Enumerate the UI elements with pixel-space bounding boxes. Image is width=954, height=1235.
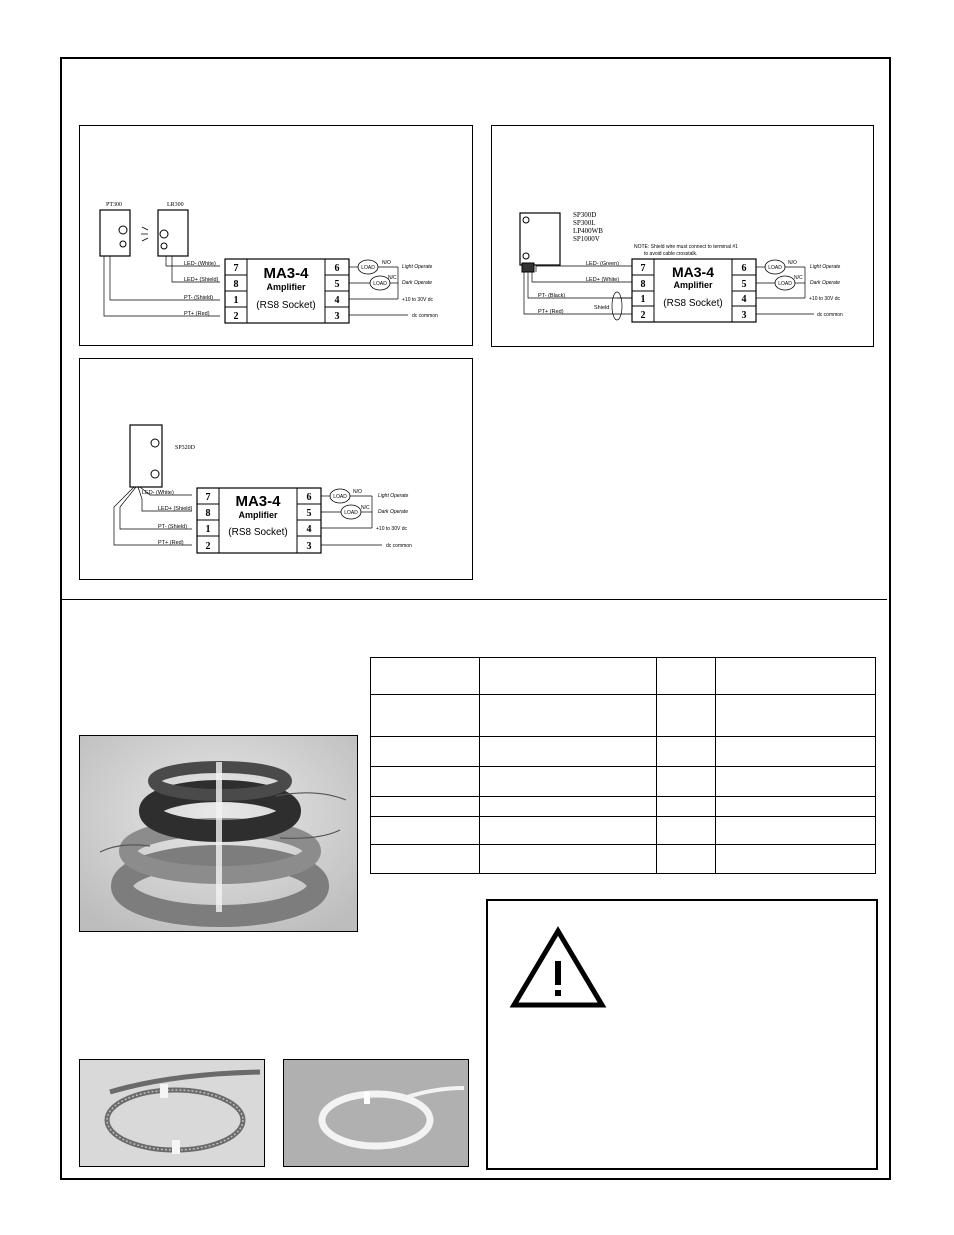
svg-text:(RS8 Socket): (RS8 Socket)	[228, 527, 288, 538]
wire-label: PT- (Shield)	[184, 295, 214, 301]
pin-number: 5	[334, 279, 340, 290]
svg-text:2: 2	[205, 541, 211, 552]
wire-label: LED- (White)	[184, 261, 216, 267]
svg-text:N/O: N/O	[353, 489, 362, 495]
svg-text:8: 8	[205, 508, 211, 519]
pin-number: 4	[334, 295, 340, 306]
svg-text:LOAD: LOAD	[333, 494, 347, 500]
svg-text:SP300L: SP300L	[573, 219, 596, 227]
svg-text:dc common: dc common	[386, 543, 412, 549]
svg-text:6: 6	[306, 492, 312, 503]
amplifier-model: MA3-4	[263, 265, 309, 282]
pin-number: 2	[233, 311, 239, 322]
pin-number: 3	[334, 311, 340, 322]
svg-text:LOAD: LOAD	[361, 265, 375, 271]
table-row	[371, 658, 876, 695]
pin-number: 8	[233, 279, 239, 290]
svg-text:SP300D: SP300D	[573, 211, 597, 219]
table-row	[371, 817, 876, 845]
wire-label: LED+ (Shield)	[184, 277, 219, 283]
pin-number: 7	[233, 263, 239, 274]
svg-text:5: 5	[306, 508, 312, 519]
svg-text:LED+ (Shield): LED+ (Shield)	[158, 506, 193, 512]
svg-text:PT- (Shield): PT- (Shield)	[158, 524, 188, 530]
svg-text:1: 1	[205, 524, 211, 535]
svg-text:Light Operate: Light Operate	[810, 264, 841, 270]
svg-text:PT+ (Red): PT+ (Red)	[538, 309, 564, 315]
svg-text:Dark Operate: Dark Operate	[810, 280, 841, 286]
svg-text:SP1000V: SP1000V	[573, 235, 600, 243]
svg-text:MA3-4: MA3-4	[671, 264, 715, 280]
wiring-diagram-pt300-lr300	[79, 125, 473, 346]
svg-text:Dark Operate: Dark Operate	[378, 509, 409, 515]
plastic-tubing-photo	[283, 1059, 469, 1167]
svg-text:LOAD: LOAD	[778, 281, 792, 287]
table-row	[371, 767, 876, 797]
svg-text:N/C: N/C	[794, 275, 803, 281]
svg-text:dc common: dc common	[817, 312, 843, 318]
cable-connector	[522, 263, 534, 272]
svg-text:LED+ (White): LED+ (White)	[586, 277, 620, 283]
table-row	[371, 845, 876, 874]
cable-spec-table	[370, 657, 876, 874]
svg-text:N/C: N/C	[388, 275, 397, 281]
pin-number: 6	[334, 263, 340, 274]
armored-cable-photo	[79, 1059, 265, 1167]
svg-text:Light Operate: Light Operate	[402, 264, 433, 270]
svg-text:5: 5	[741, 279, 747, 290]
sensor-label-lr300: LR300	[167, 202, 184, 208]
table-row	[371, 797, 876, 817]
svg-text:LED- (Green): LED- (Green)	[586, 261, 620, 267]
warning-box	[486, 899, 878, 1170]
svg-text:to avoid cable crosstalk.: to avoid cable crosstalk.	[644, 251, 698, 257]
svg-text:Amplifier: Amplifier	[238, 510, 278, 520]
svg-text:Amplifier: Amplifier	[673, 280, 713, 290]
svg-text:LOAD: LOAD	[373, 281, 387, 287]
svg-text:Shield: Shield	[594, 305, 610, 311]
svg-text:8: 8	[640, 279, 646, 290]
svg-text:4: 4	[306, 524, 312, 535]
svg-text:6: 6	[741, 263, 747, 274]
svg-text:7: 7	[640, 263, 646, 274]
svg-text:2: 2	[640, 310, 646, 321]
wiring-diagram-sp300d-series	[491, 125, 874, 347]
svg-text:Dark Operate: Dark Operate	[402, 280, 433, 286]
svg-text:+10 to 30V dc: +10 to 30V dc	[809, 296, 840, 302]
svg-text:3: 3	[741, 310, 747, 321]
exclamation-icon	[555, 961, 561, 985]
cable-coils-photo	[79, 735, 358, 932]
shield-twist-symbol	[612, 292, 622, 320]
section-divider	[62, 599, 887, 600]
svg-text:Light Operate: Light Operate	[378, 493, 409, 499]
svg-text:PT+ (Red): PT+ (Red)	[158, 540, 184, 546]
svg-text:N/C: N/C	[361, 505, 370, 511]
svg-text:N/O: N/O	[382, 260, 391, 266]
svg-text:LP400WB: LP400WB	[573, 227, 603, 235]
amplifier-sub: Amplifier	[266, 282, 306, 292]
svg-text:N/O: N/O	[788, 260, 797, 266]
svg-text:dc common: dc common	[412, 313, 438, 319]
svg-text:MA3-4: MA3-4	[235, 493, 281, 510]
table-row	[371, 737, 876, 767]
svg-text:3: 3	[306, 541, 312, 552]
wiring-diagram-sp320d	[79, 358, 473, 580]
svg-text:LED- (White): LED- (White)	[142, 490, 174, 496]
sensor-body	[520, 213, 560, 265]
pin-number: 1	[233, 295, 239, 306]
sensor-label-sp320d: SP320D	[175, 445, 196, 451]
svg-text:+10 to 30V dc: +10 to 30V dc	[402, 297, 433, 303]
wire-label: PT+ (Red)	[184, 311, 210, 317]
svg-text:PT- (Black): PT- (Black)	[538, 293, 566, 299]
svg-text:4: 4	[741, 294, 747, 305]
svg-text:(RS8 Socket): (RS8 Socket)	[663, 298, 723, 309]
amplifier-socket: (RS8 Socket)	[256, 300, 316, 311]
svg-text:NOTE: Shield wire must connect: NOTE: Shield wire must connect to terminal #1	[634, 244, 738, 250]
svg-text:LOAD: LOAD	[344, 510, 358, 516]
table-row	[371, 695, 876, 737]
svg-text:+10 to 30V dc: +10 to 30V dc	[376, 526, 407, 532]
svg-text:LOAD: LOAD	[768, 265, 782, 271]
light-rays-icon	[141, 227, 148, 241]
svg-text:1: 1	[640, 294, 646, 305]
sensor-label-pt300: PT300	[106, 202, 123, 208]
svg-text:7: 7	[205, 492, 211, 503]
